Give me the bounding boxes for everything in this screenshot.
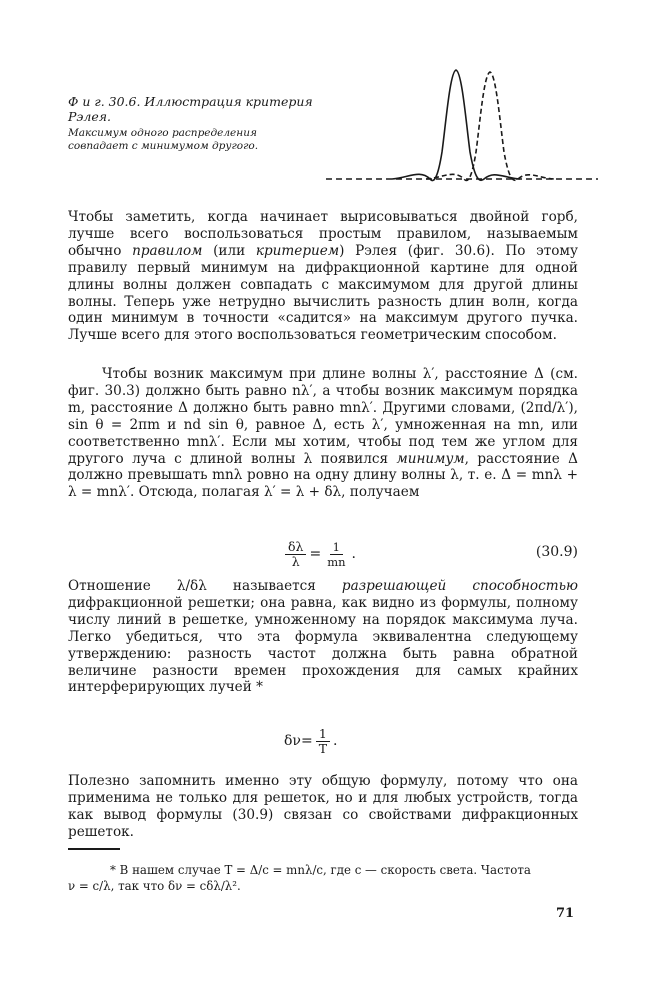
paragraph3-text-b: дифракционной решетки; она равна, как видно из формулы, полному числу линий в решетке, умноженному на порядок максимума луча. Легко убедиться, что эта формула эквивалентна следующему утверждению: разность частот должна быть равна обратной величине разности времен прохождения для самых крайних интерферирующих лучей * — [68, 594, 578, 696]
frac-one-mn — [324, 540, 348, 569]
paragraph3-text-a: Отношение λ/δλ называется — [68, 578, 342, 594]
frac-numerator: 1 — [316, 727, 330, 742]
paragraph1-emphasis-rule: правилом — [132, 242, 203, 259]
equation-period: . — [351, 546, 356, 562]
caption-title: Ф и г. 30.6. Иллюстрация критерия Рэлея. — [68, 94, 313, 124]
page-number: 71 — [556, 906, 575, 921]
paragraph2-text-a: Чтобы возник максимум при длине волны λ′, расстояние Δ (см. фиг. 30.3) должно быть равно nλ′, а чтобы возник максимум порядка m, расстояние Δ должно быть равно mnλ′. Другими словами, (2πd/λ′), sin θ = 2πm и nd sin θ, равное Δ, есть λ′, умноженная на mn, или соответственно mnλ′. Если мы хотим, чтобы под тем же углом для другого луча с длиной волны λ появился — [68, 366, 578, 467]
frac-one-T — [316, 727, 330, 756]
paragraph3-emphasis: разрешающей способностью — [341, 578, 578, 594]
frac-denominator: λ — [291, 553, 300, 569]
equation-left: δν — [284, 733, 301, 749]
paragraph1-emphasis-criterion: критерием — [255, 242, 340, 259]
paragraph1-text-end: ) Рэлея (фиг. 30.6). По этому правилу первый минимум на дифракционной картине для одной длины волны должен совпадать с максимумом для другой длины волны. Теперь уже нетрудно вычислить разность длин волн, когда один минимум в точности «садится» на максимум другого пучка. Лучше всего для этого воспользоваться геометрическим способом. — [68, 242, 579, 344]
paragraph4-text: Полезно запомнить именно эту общую формулу, потому что она применима не только для решеток, но и для любых устройств, тогда как вывод формулы (30.9) связан со свойствами дифракционных решеток. — [68, 773, 578, 840]
paragraph-general-formula — [68, 773, 578, 841]
footnote-line-1: * В нашем случае T = Δ/c = mnλ/c, где c — скорость света. Частота — [110, 863, 531, 877]
paragraph1-text-mid: (или — [202, 242, 256, 259]
equation-period: . — [333, 733, 338, 749]
paragraph-resolving-power — [68, 578, 578, 696]
figure-caption — [68, 94, 318, 152]
footnote-line-2: ν = c/λ, так что δν = cδλ/λ². — [68, 879, 241, 893]
paragraph2-text-b: , расстояние Δ должно превышать mnλ ровно на одну длину волны λ, т. е. Δ = mnλ + λ = mnλ′. Отсюда, полагая λ′ = λ + δλ, получаем — [68, 450, 579, 501]
frac-denominator: mn — [327, 554, 346, 569]
equation-number: (30.9) — [535, 544, 578, 560]
paragraph2-emphasis: минимум — [396, 450, 465, 467]
equation-30-9 — [68, 532, 578, 576]
frac-denominator: T — [318, 740, 328, 756]
paragraph-derivation — [68, 366, 578, 501]
footnote — [68, 862, 580, 894]
rayleigh-criterion-figure — [322, 62, 600, 186]
frac-dlambda-lambda — [285, 540, 306, 569]
frac-numerator: 1 — [330, 540, 343, 555]
equation-delta-nu — [68, 719, 578, 763]
paragraph1-text: Чтобы заметить, когда начинает вырисовываться двойной горб, лучше всего воспользоваться простым правилом, называемым обычно — [68, 209, 578, 259]
caption-subtitle: Максимум одного распределения совпадает с минимумом другого. — [68, 127, 259, 152]
equals-sign: = — [309, 546, 322, 562]
footnote-divider — [68, 848, 120, 850]
frac-numerator: δλ — [285, 540, 306, 555]
paragraph-rayleigh — [68, 209, 578, 344]
equals-sign: = — [300, 733, 313, 749]
